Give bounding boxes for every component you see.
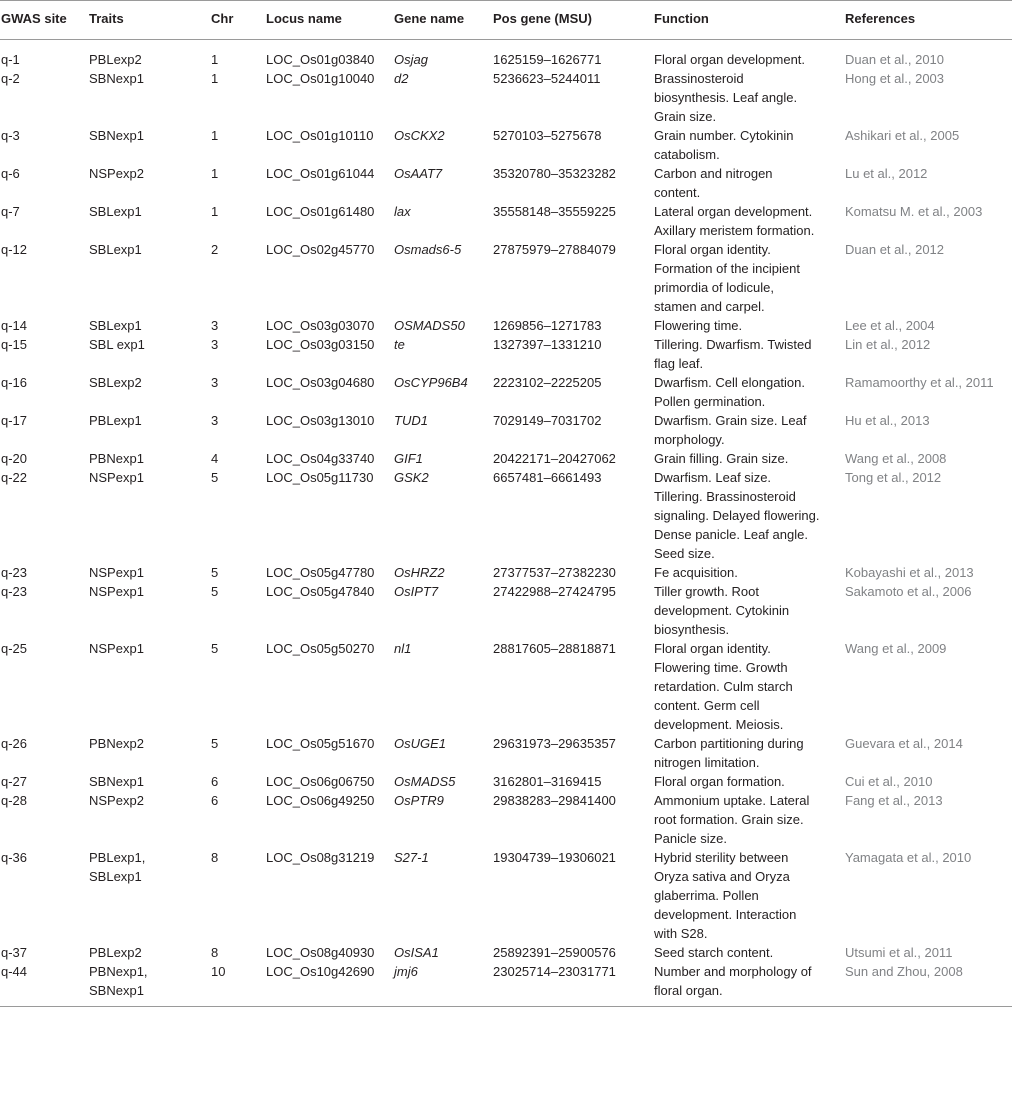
trait-line: SBNexp1 [89,983,144,998]
cell-gene-name: OsISA1 [394,945,439,960]
cell-chr: 3 [211,375,219,390]
trait-line: SBLexp1 [89,204,142,219]
function-line: Brassinosteroid [654,71,744,86]
cell-pos-gene: 1269856–1271783 [493,318,602,333]
cell-chr: 5 [211,641,219,656]
table-row [0,848,1012,943]
cell-locus-name: LOC_Os05g50270 [266,641,375,656]
cell-pos-gene: 2223102–2225205 [493,375,602,390]
cell-reference: Hong et al., 2003 [845,71,945,86]
trait-line: PBNexp1 [89,451,144,466]
cell-function [654,126,845,164]
cell-gwas-site: q-14 [1,318,28,333]
cell-reference: Wang et al., 2008 [845,451,947,466]
cell-chr: 5 [211,470,219,485]
cell-chr: 10 [211,962,266,1007]
function-line: flag leaf. [654,356,704,371]
cell-traits [89,164,211,202]
trait-line: PBNexp2 [89,736,144,751]
cell-traits [89,962,211,1007]
function-line: Ammonium uptake. Lateral [654,793,810,808]
cell-traits [89,316,211,335]
cell-reference: Yamagata et al., 2010 [845,850,972,865]
function-line: development. Interaction [654,907,797,922]
cell-gene-name: nl1 [394,641,412,656]
cell-function [654,164,845,202]
function-line: Dwarfism. Leaf size. [654,470,772,485]
function-line: development. Cytokinin [654,603,790,618]
table-row [0,202,1012,240]
cell-chr: 1 [211,166,219,181]
cell-pos-gene: 27422988–27424795 [493,584,616,599]
trait-line: SBLexp2 [89,375,142,390]
cell-pos-gene: 25892391–25900576 [493,945,616,960]
cell-chr: 8 [211,850,219,865]
cell-gene-name: te [394,337,405,352]
cell-chr: 3 [211,413,219,428]
function-line: catabolism. [654,147,720,162]
function-line: signaling. Delayed flowering. [654,508,820,523]
cell-chr: 3 [211,318,219,333]
function-line: Grain size. [654,109,717,124]
trait-line: PBNexp1, [89,964,148,979]
cell-gwas-site: q-37 [1,945,28,960]
cell-gene-name: GSK2 [394,470,429,485]
header-locus-name: Locus name [266,1,394,40]
function-line: with S28. [654,926,708,941]
trait-line: PBLexp1, [89,850,146,865]
trait-line: PBLexp2 [89,945,142,960]
cell-traits [89,449,211,468]
cell-traits [89,373,211,411]
trait-line: NSPexp1 [89,641,144,656]
function-line: Panicle size. [654,831,727,846]
cell-reference: Cui et al., 2010 [845,774,933,789]
cell-chr: 5 [211,565,219,580]
function-line: Number and morphology of [654,964,812,979]
cell-function [654,943,845,962]
function-line: Carbon and nitrogen [654,166,773,181]
table-body [0,40,1012,1007]
trait-line: SBNexp1 [89,128,144,143]
function-line: nitrogen limitation. [654,755,760,770]
cell-pos-gene: 5270103–5275678 [493,128,602,143]
function-line: floral organ. [654,983,723,998]
function-line: development. Meiosis. [654,717,784,732]
cell-gene-name: OsIPT7 [394,584,439,599]
cell-pos-gene: 6657481–6661493 [493,470,602,485]
cell-function [654,202,845,240]
cell-pos-gene: 29631973–29635357 [493,736,616,751]
function-line: Pollen germination. [654,394,766,409]
function-line: Seed starch content. [654,945,774,960]
cell-locus-name: LOC_Os01g61044 [266,166,375,181]
cell-gwas-site: q-36 [1,850,28,865]
cell-pos-gene: 7029149–7031702 [493,413,602,428]
trait-line: NSPexp2 [89,793,144,808]
cell-pos-gene: 1327397–1331210 [493,337,602,352]
table-row [0,69,1012,126]
table-row [0,449,1012,468]
header-row [0,1,1012,40]
function-line: stamen and carpel. [654,299,765,314]
cell-gene-name: OsMADS5 [394,774,456,789]
cell-reference: Lu et al., 2012 [845,166,928,181]
cell-gwas-site: q-26 [1,736,28,751]
cell-locus-name: LOC_Os01g10040 [266,71,375,86]
header-gwas-site: GWAS site [0,1,89,40]
cell-locus-name: LOC_Os06g49250 [266,793,375,808]
cell-reference: Hu et al., 2013 [845,413,930,428]
cell-gwas-site: q-44 [0,962,89,1007]
cell-function [654,962,845,1007]
cell-function [654,69,845,126]
header-gene-name: Gene name [394,1,493,40]
cell-function [654,316,845,335]
header-references: References [845,1,1012,40]
function-line: Dense panicle. Leaf angle. [654,527,808,542]
cell-locus-name: LOC_Os06g06750 [266,774,375,789]
cell-traits [89,411,211,449]
trait-line: NSPexp2 [89,166,144,181]
cell-reference: Lin et al., 2012 [845,337,931,352]
cell-reference: Lee et al., 2004 [845,318,935,333]
table-row [0,772,1012,791]
function-line: Axillary meristem formation. [654,223,815,238]
function-line: Flowering time. [654,318,743,333]
cell-locus-name: LOC_Os01g03840 [266,52,375,67]
cell-gwas-site: q-23 [1,565,28,580]
cell-chr: 6 [211,793,219,808]
cell-reference: Guevara et al., 2014 [845,736,963,751]
cell-chr: 5 [211,584,219,599]
cell-pos-gene: 29838283–29841400 [493,793,616,808]
cell-reference: Kobayashi et al., 2013 [845,565,974,580]
cell-gwas-site: q-27 [1,774,28,789]
cell-gwas-site: q-28 [1,793,28,808]
cell-traits [89,582,211,639]
function-line: Floral organ development. [654,52,806,67]
cell-traits [89,772,211,791]
function-line: Seed size. [654,546,715,561]
cell-function [654,411,845,449]
table-row [0,639,1012,734]
function-line: Floral organ identity. [654,641,771,656]
cell-locus-name: LOC_Os03g04680 [266,375,375,390]
cell-gene-name: S27-1 [394,850,429,865]
cell-function [654,373,845,411]
cell-pos-gene: 28817605–28818871 [493,641,616,656]
cell-chr: 5 [211,736,219,751]
cell-gwas-site: q-15 [1,337,28,352]
cell-function [654,734,845,772]
cell-locus-name: LOC_Os08g31219 [266,850,375,865]
cell-pos-gene: 3162801–3169415 [493,774,602,789]
cell-reference: Ramamoorthy et al., 2011 [845,375,994,390]
cell-locus-name: LOC_Os05g51670 [266,736,375,751]
function-line: biosynthesis. [654,622,730,637]
table-row [0,563,1012,582]
cell-chr: 1 [211,204,219,219]
function-line: Tiller growth. Root [654,584,759,599]
table-row [0,164,1012,202]
cell-gene-name: OsAAT7 [394,166,443,181]
cell-gene-name: OsPTR9 [394,793,444,808]
cell-function [654,449,845,468]
cell-gene-name: OsCKX2 [394,128,445,143]
cell-function [654,772,845,791]
cell-gwas-site: q-1 [1,52,20,67]
cell-traits [89,468,211,563]
cell-traits [89,126,211,164]
cell-gene-name: Osjag [394,52,428,67]
cell-function [654,848,845,943]
cell-pos-gene: 27875979–27884079 [493,242,616,257]
cell-chr: 2 [211,242,219,257]
table-row [0,316,1012,335]
cell-reference: Duan et al., 2012 [845,242,945,257]
cell-chr: 3 [211,337,219,352]
cell-locus-name: LOC_Os05g11730 [266,470,374,485]
cell-function [654,563,845,582]
function-line: root formation. Grain size. [654,812,804,827]
cell-reference: Komatsu M. et al., 2003 [845,204,983,219]
trait-line: SBNexp1 [89,774,144,789]
table-row [0,734,1012,772]
function-line: Oryza sativa and Oryza [654,869,790,884]
cell-gwas-site: q-22 [1,470,28,485]
table-row [0,943,1012,962]
cell-reference: Sakamoto et al., 2006 [845,584,972,599]
function-line: Fe acquisition. [654,565,738,580]
cell-pos-gene: 20422171–20427062 [493,451,616,466]
cell-locus-name: LOC_Os03g03070 [266,318,375,333]
cell-pos-gene: 1625159–1626771 [493,52,602,67]
table-row [0,40,1012,70]
table-row [0,962,1012,1007]
cell-gene-name: TUD1 [394,413,428,428]
cell-reference: Tong et al., 2012 [845,470,942,485]
cell-function [654,639,845,734]
cell-gene-name: OSMADS50 [394,318,465,333]
trait-line: NSPexp1 [89,565,144,580]
cell-gwas-site: q-12 [1,242,28,257]
trait-line: PBLexp2 [89,52,142,67]
cell-locus-name: LOC_Os10g42690 [266,962,394,1007]
function-line: Carbon partitioning during [654,736,804,751]
function-line: primordia of lodicule, [654,280,774,295]
table-row [0,411,1012,449]
cell-gene-name: lax [394,204,411,219]
function-line: Floral organ formation. [654,774,785,789]
cell-reference: Ashikari et al., 2005 [845,128,960,143]
cell-gwas-site: q-6 [1,166,20,181]
cell-reference: Utsumi et al., 2011 [845,945,953,960]
cell-chr: 4 [211,451,219,466]
cell-gene-name: OsUGE1 [394,736,447,751]
trait-line: NSPexp1 [89,584,144,599]
cell-pos-gene: 5236623–5244011 [493,71,601,86]
function-line: Tillering. Brassinosteroid [654,489,796,504]
cell-pos-gene: 23025714–23031771 [493,962,654,1007]
cell-gwas-site: q-7 [1,204,20,219]
cell-chr: 8 [211,945,219,960]
function-line: Dwarfism. Grain size. Leaf [654,413,807,428]
trait-line: SBL exp1 [89,337,145,352]
cell-gene-name: OsCYP96B4 [394,375,468,390]
function-line: content. [654,185,701,200]
cell-traits [89,734,211,772]
cell-traits [89,240,211,316]
cell-gwas-site: q-17 [1,413,28,428]
table-row [0,240,1012,316]
cell-traits [89,848,211,943]
cell-gene-name: OsHRZ2 [394,565,445,580]
trait-line: SBLexp1 [89,318,142,333]
cell-function [654,40,845,70]
function-line: retardation. Culm starch [654,679,793,694]
function-line: Tillering. Dwarfism. Twisted [654,337,812,352]
header-traits: Traits [89,1,211,40]
cell-locus-name: LOC_Os01g10110 [266,128,374,143]
cell-chr: 1 [211,128,219,143]
table-row [0,373,1012,411]
header-function: Function [654,1,845,40]
cell-chr: 1 [211,71,219,86]
function-line: biosynthesis. Leaf angle. [654,90,798,105]
function-line: content. Germ cell [654,698,760,713]
function-line: Grain number. Cytokinin [654,128,794,143]
cell-gwas-site: q-16 [1,375,28,390]
cell-pos-gene: 35320780–35323282 [493,166,616,181]
cell-locus-name: LOC_Os05g47840 [266,584,375,599]
trait-line: SBLexp1 [89,242,142,257]
cell-gene-name: d2 [394,71,409,86]
cell-gwas-site: q-3 [1,128,20,143]
cell-traits [89,335,211,373]
cell-function [654,468,845,563]
cell-function [654,335,845,373]
cell-reference: Fang et al., 2013 [845,793,943,808]
cell-gene-name: GIF1 [394,451,423,466]
table-header [0,1,1012,40]
cell-reference: Sun and Zhou, 2008 [845,962,1012,1007]
cell-traits [89,639,211,734]
cell-locus-name: LOC_Os03g13010 [266,413,375,428]
cell-locus-name: LOC_Os03g03150 [266,337,375,352]
trait-line: SBLexp1 [89,869,142,884]
table-row [0,468,1012,563]
header-pos-gene: Pos gene (MSU) [493,1,654,40]
function-line: glaberrima. Pollen [654,888,759,903]
cell-traits [89,40,211,70]
cell-pos-gene: 27377537–27382230 [493,565,616,580]
table-row [0,126,1012,164]
cell-locus-name: LOC_Os05g47780 [266,565,375,580]
cell-function [654,582,845,639]
cell-traits [89,791,211,848]
function-line: Hybrid sterility between [654,850,789,865]
cell-gwas-site: q-2 [1,71,20,86]
header-chr: Chr [211,1,266,40]
cell-traits [89,69,211,126]
function-line: Grain filling. Grain size. [654,451,789,466]
cell-traits [89,943,211,962]
function-line: Lateral organ development. [654,204,813,219]
trait-line: PBLexp1 [89,413,142,428]
cell-reference: Wang et al., 2009 [845,641,947,656]
cell-locus-name: LOC_Os01g61480 [266,204,375,219]
cell-gwas-site: q-25 [1,641,28,656]
cell-pos-gene: 19304739–19306021 [493,850,616,865]
cell-pos-gene: 35558148–35559225 [493,204,616,219]
cell-traits [89,563,211,582]
cell-traits [89,202,211,240]
cell-gene-name: Osmads6-5 [394,242,462,257]
cell-locus-name: LOC_Os08g40930 [266,945,375,960]
function-line: morphology. [654,432,725,447]
function-line: Flowering time. Growth [654,660,788,675]
cell-gene-name: jmj6 [394,962,493,1007]
cell-gwas-site: q-20 [1,451,28,466]
function-line: Formation of the incipient [654,261,800,276]
table-row [0,582,1012,639]
cell-reference: Duan et al., 2010 [845,52,945,67]
cell-function [654,240,845,316]
cell-locus-name: LOC_Os04g33740 [266,451,375,466]
function-line: Floral organ identity. [654,242,771,257]
trait-line: NSPexp1 [89,470,144,485]
table-row [0,335,1012,373]
function-line: Dwarfism. Cell elongation. [654,375,806,390]
table-row [0,791,1012,848]
cell-chr: 1 [211,52,219,67]
cell-locus-name: LOC_Os02g45770 [266,242,375,257]
cell-function [654,791,845,848]
cell-gwas-site: q-23 [1,584,28,599]
trait-line: SBNexp1 [89,71,144,86]
cell-chr: 6 [211,774,219,789]
